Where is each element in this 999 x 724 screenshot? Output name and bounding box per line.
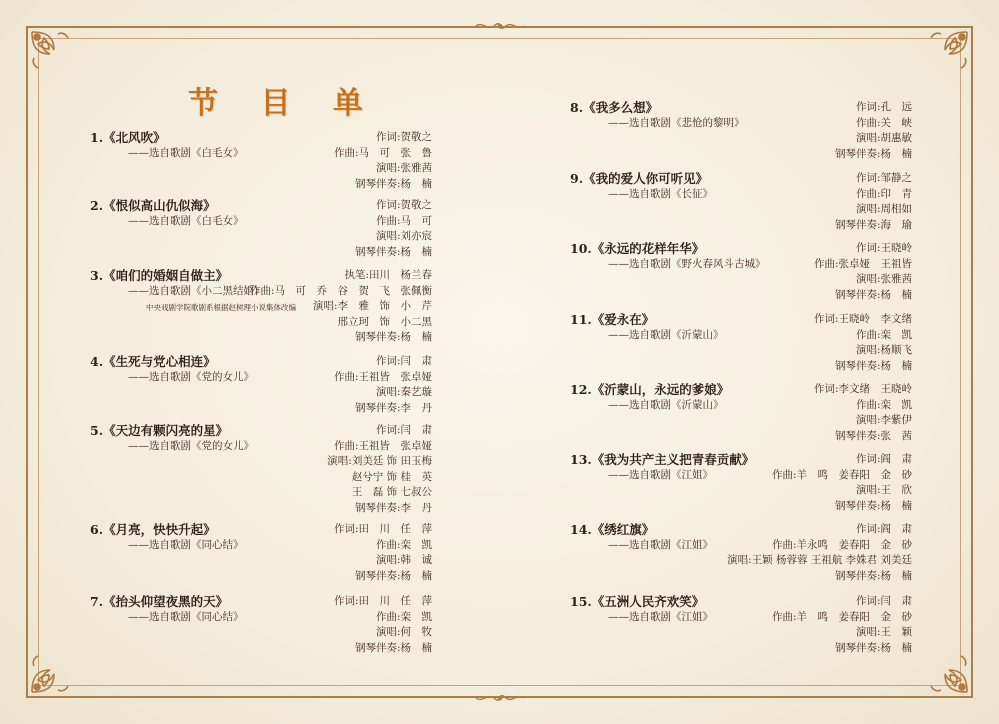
corner-ornament-icon bbox=[925, 650, 971, 696]
credit-line: 演唱:李紫伊 bbox=[855, 414, 912, 426]
credit-line: 作词:阎 肃 bbox=[855, 523, 912, 535]
program-source: ——选自歌剧《沂蒙山》 bbox=[608, 329, 724, 341]
program-number: 12. bbox=[570, 382, 592, 397]
credit-line: 作词:田 川 任 萍 bbox=[333, 595, 432, 607]
program-source: ——选自歌剧《白毛女》 bbox=[128, 215, 244, 227]
program-source: ——选自歌剧《沂蒙山》 bbox=[608, 399, 724, 411]
program-number: 10. bbox=[570, 241, 592, 256]
credit-line: 演唱:李 雅 饰 小 芹 bbox=[312, 300, 432, 312]
credit-line: 作词:王晓岭 bbox=[855, 242, 912, 254]
program-item bbox=[570, 522, 920, 602]
credit-line: 作曲:关 峡 bbox=[855, 116, 912, 129]
program-item bbox=[90, 198, 450, 278]
program-source: ——选自歌剧《野火春风斗古城》 bbox=[608, 258, 766, 270]
program-name: 《绣红旗》 bbox=[591, 522, 655, 537]
credit-line: 作曲:栾 凯 bbox=[375, 610, 432, 623]
credit-line: 演唱:何 牧 bbox=[375, 626, 432, 638]
program-item bbox=[570, 171, 920, 251]
program-name: 《天边有颗闪亮的星》 bbox=[103, 423, 229, 438]
program-credits bbox=[612, 382, 912, 444]
credit-line: 作曲:羊永鸣 姜春阳 金 砂 bbox=[771, 538, 912, 551]
credit-line: 演唱:王 欣 bbox=[855, 484, 912, 496]
credit-line: 作曲:王祖皆 张卓娅 bbox=[333, 439, 432, 452]
credit-line: 演唱:张雅茜 bbox=[375, 162, 432, 174]
program-number: 4. bbox=[90, 354, 104, 369]
program-credits bbox=[612, 522, 912, 584]
program-credits bbox=[612, 594, 912, 656]
credit-line: 作曲:张卓娅 王祖皆 bbox=[813, 257, 912, 270]
page-title: 节 目 单 bbox=[188, 86, 379, 121]
program-number: 13. bbox=[570, 452, 592, 467]
program-name: 《生死与党心相连》 bbox=[103, 354, 216, 369]
program-note: 中央戏剧学院歌剧系根据赵树理小说集体改编 bbox=[146, 303, 296, 312]
program-name: 《五洲人民齐欢笑》 bbox=[591, 594, 705, 609]
corner-ornament-icon bbox=[28, 28, 74, 74]
program-item bbox=[90, 594, 450, 674]
program-item bbox=[570, 452, 920, 532]
credit-line: 演唱:王颖 杨蓉蓉 王祖航 李姝君 刘美廷 bbox=[727, 554, 912, 566]
program-number: 8. bbox=[570, 100, 584, 115]
scroll-ornament-icon bbox=[474, 20, 526, 32]
credit-line: 钢琴伴奏:李 丹 bbox=[354, 501, 432, 514]
credit-line: 演唱:王 颖 bbox=[855, 626, 912, 638]
program-credits bbox=[132, 198, 432, 260]
program-item bbox=[90, 423, 450, 514]
program-source: ——选自歌剧《同心结》 bbox=[128, 539, 244, 551]
program-item bbox=[90, 354, 450, 434]
credit-line: 作词:贺敬之 bbox=[375, 199, 432, 211]
credit-line: 作词:田 川 任 萍 bbox=[333, 523, 432, 535]
credit-line: 作词:孔 远 bbox=[855, 101, 912, 113]
credit-line: 演唱:刘亦宸 bbox=[375, 230, 432, 242]
program-source: ——选自歌剧《江姐》 bbox=[608, 611, 713, 623]
credit-line: 钢琴伴奏:杨 楠 bbox=[834, 499, 912, 512]
credit-line: 演唱:胡惠敏 bbox=[855, 132, 912, 144]
program-item bbox=[570, 382, 920, 462]
program-source: ——选自歌剧《长征》 bbox=[608, 188, 713, 200]
credit-line: 钢琴伴奏:杨 楠 bbox=[834, 359, 912, 372]
credit-line: 钢琴伴奏:张 茜 bbox=[834, 429, 912, 442]
credit-line: 作词:阎 肃 bbox=[855, 453, 912, 465]
credit-line: 作词:贺敬之 bbox=[375, 131, 432, 143]
program-name: 《抬头仰望夜黑的天》 bbox=[103, 594, 229, 609]
program-item bbox=[570, 312, 920, 392]
credit-line: 钢琴伴奏:杨 楠 bbox=[354, 245, 432, 258]
program-item bbox=[90, 522, 450, 602]
credit-line: 演唱:韩 诚 bbox=[375, 554, 432, 566]
program-number: 1. bbox=[90, 130, 104, 145]
program-item bbox=[90, 268, 450, 348]
program-credits bbox=[612, 452, 912, 514]
program-credits bbox=[132, 522, 432, 584]
credit-line: 作曲:栾 凯 bbox=[375, 538, 432, 551]
program-source: ——选自歌剧《党的女儿》 bbox=[128, 371, 254, 383]
program-source: ——选自歌剧《同心结》 bbox=[128, 611, 244, 623]
program-credits bbox=[132, 268, 432, 346]
program-source: ——选自歌剧《小二黑结婚》 bbox=[128, 285, 265, 297]
credit-line: 钢琴伴奏:杨 楠 bbox=[354, 177, 432, 190]
credit-line: 作词:王晓岭 李文绪 bbox=[813, 313, 912, 325]
program-number: 11. bbox=[570, 312, 592, 327]
credit-line: 作曲:马 可 bbox=[375, 214, 432, 227]
credit-line: 钢琴伴奏:杨 楠 bbox=[834, 147, 912, 160]
credit-line: 作词:闫 肃 bbox=[375, 355, 432, 367]
scroll-ornament-icon bbox=[474, 692, 526, 704]
program-source: ——选自歌剧《悲怆的黎明》 bbox=[608, 117, 745, 129]
credit-line: 作词:闫 肃 bbox=[855, 595, 912, 607]
credit-line: 钢琴伴奏:杨 楠 bbox=[834, 569, 912, 582]
program-number: 14. bbox=[570, 522, 592, 537]
program-number: 6. bbox=[90, 522, 104, 537]
program-credits bbox=[132, 594, 432, 656]
program-credits bbox=[612, 100, 912, 162]
credit-line: 作曲:王祖皆 张卓娅 bbox=[333, 370, 432, 383]
program-source: ——选自歌剧《江姐》 bbox=[608, 539, 713, 551]
credit-line: 作曲:羊 鸣 姜春阳 金 砂 bbox=[771, 610, 912, 623]
credit-line: 执笔:田川 杨兰春 bbox=[344, 269, 432, 281]
program-name: 《我多么想》 bbox=[583, 100, 659, 115]
credit-line: 作词:李文绪 王晓岭 bbox=[813, 383, 912, 395]
program-credits bbox=[132, 354, 432, 416]
credit-line: 钢琴伴奏:杨 楠 bbox=[354, 569, 432, 582]
credit-line: 演唱:周相如 bbox=[855, 203, 912, 215]
credit-line: 作曲:栾 凯 bbox=[855, 398, 912, 411]
program-name: 《沂蒙山，永远的爹娘》 bbox=[591, 382, 730, 397]
program-name: 《爱永在》 bbox=[591, 312, 655, 327]
credit-line: 作曲:印 青 bbox=[855, 187, 912, 200]
program-credits bbox=[612, 171, 912, 233]
credit-line: 钢琴伴奏:杨 楠 bbox=[834, 641, 912, 654]
program-source: ——选自歌剧《白毛女》 bbox=[128, 147, 244, 159]
credit-line: 邢立珂 饰 小二黑 bbox=[337, 315, 432, 328]
program-item bbox=[570, 241, 920, 321]
program-number: 3. bbox=[90, 268, 104, 283]
credit-line: 作词:闫 肃 bbox=[375, 424, 432, 436]
program-item bbox=[570, 594, 920, 674]
corner-ornament-icon bbox=[925, 28, 971, 74]
program-number: 7. bbox=[90, 594, 104, 609]
credit-line: 钢琴伴奏:杨 楠 bbox=[354, 641, 432, 654]
program-name: 《永远的花样年华》 bbox=[591, 241, 705, 256]
program-name: 《咱们的婚姻自做主》 bbox=[103, 268, 229, 283]
credit-line: 作曲:马 可 乔 谷 贺 飞 张佩衡 bbox=[249, 284, 432, 297]
credit-line: 作曲:马 可 张 鲁 bbox=[333, 146, 432, 159]
credit-line: 演唱:张雅茜 bbox=[855, 273, 912, 285]
program-credits bbox=[132, 423, 432, 516]
credit-line: 钢琴伴奏:李 丹 bbox=[354, 401, 432, 414]
credit-line: 演唱:秦艺璇 bbox=[375, 386, 432, 398]
program-credits bbox=[612, 312, 912, 374]
credit-line: 赵兮宁 饰 桂 英 bbox=[351, 470, 432, 483]
credit-line: 作曲:羊 鸣 姜春阳 金 砂 bbox=[771, 468, 912, 481]
program-number: 2. bbox=[90, 198, 104, 213]
credit-line: 钢琴伴奏:杨 楠 bbox=[834, 288, 912, 301]
program-item bbox=[570, 100, 920, 180]
program-name: 《月亮，快快升起》 bbox=[103, 522, 216, 537]
credit-line: 演唱:杨顺飞 bbox=[855, 344, 912, 356]
program-number: 15. bbox=[570, 594, 592, 609]
program-name: 《恨似高山仇似海》 bbox=[103, 198, 216, 213]
credit-line: 作曲:栾 凯 bbox=[855, 328, 912, 341]
program-source: ——选自歌剧《党的女儿》 bbox=[128, 440, 254, 452]
program-number: 5. bbox=[90, 423, 104, 438]
credit-line: 钢琴伴奏:海 瑜 bbox=[834, 218, 912, 231]
program-name: 《北风吹》 bbox=[103, 130, 166, 145]
program-name: 《我为共产主义把青春贡献》 bbox=[591, 452, 755, 467]
program-credits bbox=[612, 241, 912, 303]
program-name: 《我的爱人你可听见》 bbox=[583, 171, 709, 186]
credit-line: 作词:邹静之 bbox=[855, 172, 912, 184]
credit-line: 演唱:刘美廷 饰 田玉梅 bbox=[327, 455, 432, 467]
program-credits bbox=[132, 130, 432, 192]
credit-line: 钢琴伴奏:杨 楠 bbox=[354, 331, 432, 343]
program-source: ——选自歌剧《江姐》 bbox=[608, 469, 713, 481]
corner-ornament-icon bbox=[28, 650, 74, 696]
program-number: 9. bbox=[570, 171, 584, 186]
credit-line: 王 磊 饰 七叔公 bbox=[351, 486, 432, 498]
